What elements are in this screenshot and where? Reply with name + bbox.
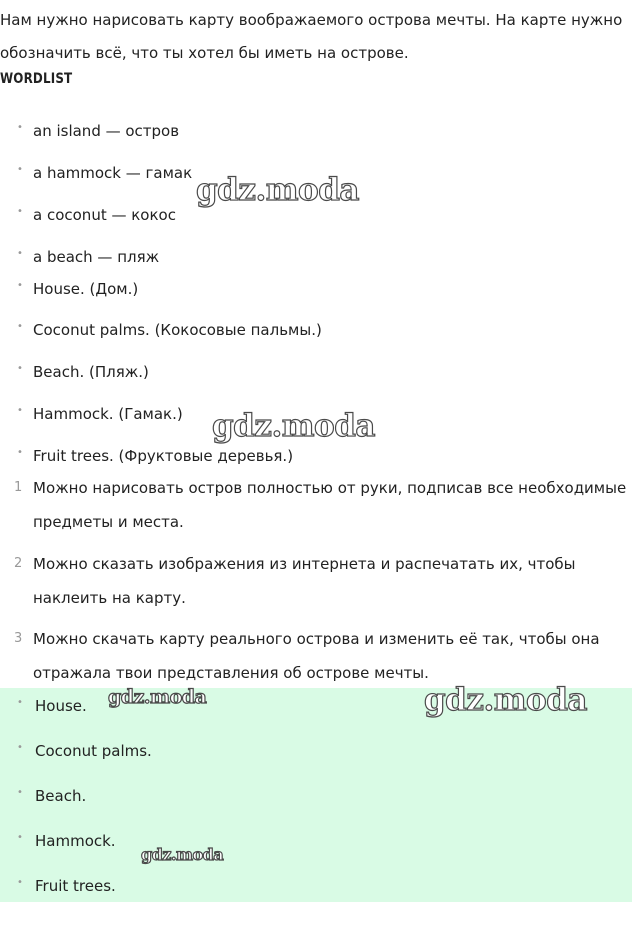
answer-item: • Beach. [17,787,87,805]
list-item: • Coconut palms. (Кокосовые пальмы.) [17,321,322,339]
answer-item: • Hammock. [17,832,116,850]
list-item: • a coconut — кокос [17,206,176,224]
list-item: • a hammock — гамак [17,164,193,182]
bullet-icon: • [17,122,23,133]
bullet-icon: • [17,832,23,843]
bullet-icon: • [17,248,23,259]
bullet-icon: • [17,206,23,217]
list-item: • a beach — пляж [17,248,160,266]
numbered-item: 3 Можно скачать карту реального острова и изменить её так, чтобы она отражала твои представления об острове мечты. [14,630,600,682]
bullet-icon: • [17,321,23,332]
watermark: gdz.moda [212,408,375,444]
bullet-icon: • [17,280,23,291]
watermark: gdz.moda [108,686,207,708]
bullet-icon: • [17,164,23,175]
answer-item: • House. [17,697,87,715]
answer-item: • Fruit trees. [17,877,116,895]
numbered-item: 1 Можно нарисовать остров полностью от руки, подписав все необходимые предметы и места. [14,479,627,531]
bullet-icon: • [17,787,23,798]
bullet-icon: • [17,877,23,888]
numbered-item: 2 Можно сказать изображения из интернета и распечатать их, чтобы наклеить на карту. [14,555,576,607]
item-number: 2 [14,556,23,571]
list-item: • Hammock. (Гамак.) [17,405,183,423]
answer-item: • Coconut palms. [17,742,152,760]
intro-text: Нам нужно нарисовать карту воображаемого острова мечты. На карте нужно обозначить всё, что ты хотел бы иметь на острове. [0,11,623,62]
list-item: • an island — остров [17,122,180,140]
bullet-icon: • [17,697,23,708]
list-item: • House. (Дом.) [17,280,139,298]
watermark: gdz.moda [141,845,224,864]
item-number: 3 [14,631,23,646]
wordlist-heading: WORDLIST [0,71,73,87]
list-item: • Fruit trees. (Фруктовые деревья.) [17,447,294,465]
bullet-icon: • [17,742,23,753]
list-item: • Beach. (Пляж.) [17,363,149,381]
watermark: gdz.moda [424,682,587,718]
item-number: 1 [14,480,23,495]
bullet-icon: • [17,363,23,374]
bullet-icon: • [17,447,23,458]
bullet-icon: • [17,405,23,416]
watermark: gdz.moda [196,172,359,208]
answer-box [0,688,632,902]
